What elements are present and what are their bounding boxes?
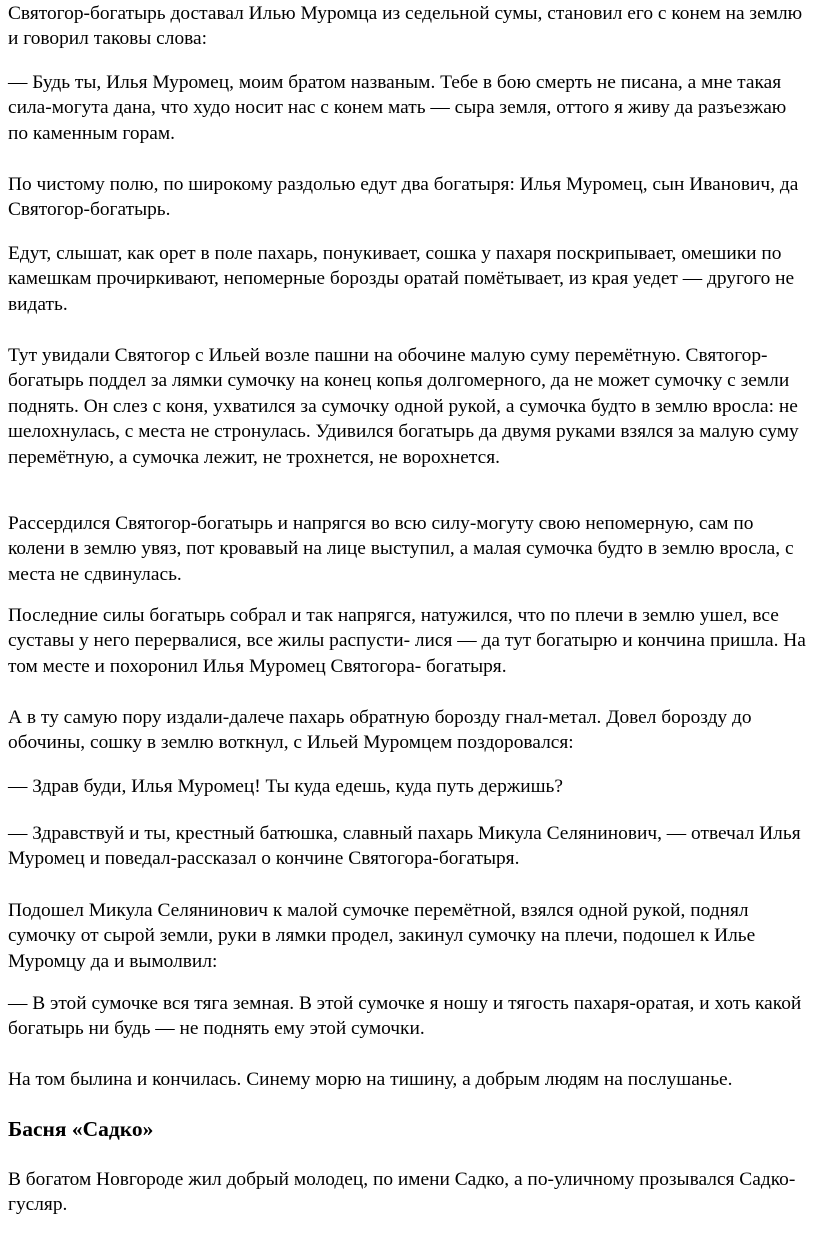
paragraph: — Здравствуй и ты, крестный батюшка, славный пахарь Микула Селянинович, — отвечал Илья Муромец и поведал-рассказал о кончине Святогора-богатыря. xyxy=(8,823,801,870)
section-heading: Басня «Садко» xyxy=(8,1117,154,1141)
paragraph: По чистому полю, по широкому раздолью едут два богатыря: Илья Муромец, сын Иванович, да Святогор-богатырь. xyxy=(8,174,799,221)
paragraph: Едут, слышат, как орет в поле пахарь, понукивает, сошка у пахаря поскрипывает, омешики по камешкам прочиркивают, непомерные борозды оратай помётывает, из края уедет — другого не видать. xyxy=(8,243,795,315)
paragraph: На том былина и кончилась. Синему морю на тишину, а добрым людям на послушанье. xyxy=(8,1069,733,1090)
paragraph: Тут увидали Святогор с Ильей возле пашни на обочине малую суму перемётную. Святогор- богатырь поддел за лямки сумочку на конец копья долгомерного, да не может сумочку с земли поднять. Он слез с коня, ухватился за сумочку одной рукой, а сумочка будто в землю вросла: не шелохнулась, с места не стронулась. Удивился богатырь да двумя руками взялся за малую суму перемётную, а сумочка лежит, не трохнется, не ворохнется. xyxy=(8,345,799,468)
paragraph: Святогор-богатырь доставал Илью Муромца из седельной сумы, становил его с конем на землю и говорил таковы слова: xyxy=(8,3,803,50)
paragraph: — Будь ты, Илья Муромец, моим братом названым. Тебе в бою смерть не писана, а мне такая сила-могута дана, что худо носит нас с конем мать — сыра земля, оттого я живу да разъезжаю по каменным горам. xyxy=(8,72,787,144)
paragraph: Рассердился Святогор-богатырь и напрягся во всю силу-могуту свою непомерную, сам по колени в землю увяз, пот кровавый на лице выступил, а малая сумочка будто в землю вросла, с места не сдвинулась. xyxy=(8,513,794,585)
paragraph: Последние силы богатырь собрал и так напрягся, натужился, что по плечи в землю ушел, все суставы у него перервалися, все жилы распусти- лися — да тут богатырю и кончина пришла. На том месте и похоронил Илья Муромец Святогора- богатыря. xyxy=(8,605,806,677)
paragraph: В богатом Новгороде жил добрый молодец, по имени Садко, а по-уличному прозывался Садко- гусляр. xyxy=(8,1169,796,1216)
paragraph: Подошел Микула Селянинович к малой сумочке перемётной, взялся одной рукой, поднял сумочку от сырой земли, руки в лямки продел, закинул сумочку на плечи, подошел к Илье Муромцу да и вымолвил: xyxy=(8,900,756,972)
paragraph: — В этой сумочке вся тяга земная. В этой сумочке я ношу и тягость пахаря-оратая, и хоть какой богатырь ни будь — не поднять ему этой сумочки. xyxy=(8,993,802,1040)
paragraph: — Здрав буди, Илья Муромец! Ты куда едешь, куда путь держишь? xyxy=(8,776,563,797)
paragraph: А в ту самую пору издали-далече пахарь обратную борозду гнал-метал. Довел борозду до обочины, сошку в землю воткнул, с Ильей Муромцем поздоровался: xyxy=(8,707,752,754)
